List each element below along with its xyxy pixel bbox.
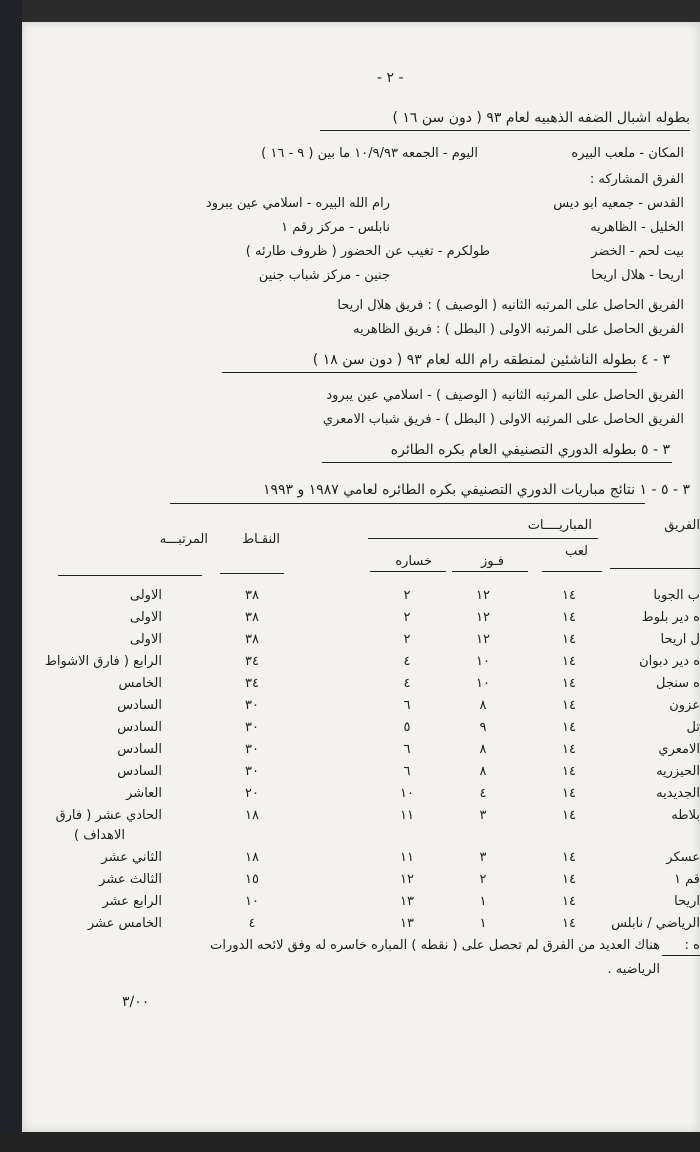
- cell-lost: ٤: [403, 676, 411, 691]
- cell-rank-continuation: الاهداف ): [74, 828, 125, 843]
- youth-second-text: الفريق الحاصل على المرتبه الثانيه ( الوصيف ) - اسلامي عين يبرود: [326, 388, 684, 403]
- team-city-2: نابلس - مركز رقم ١: [281, 220, 390, 235]
- cell-rank: السادس: [117, 720, 162, 735]
- cell-won: ٣: [479, 808, 487, 823]
- section-underline: [320, 130, 690, 131]
- header-matches: المباريــــات: [527, 518, 592, 533]
- section-title-golden: بطوله اشبال الضفه الذهبيه لعام ٩٣ ( دون سن ١٦ ): [392, 110, 690, 126]
- cell-rank: الخامس عشر: [87, 916, 162, 931]
- cell-points: ٢٠: [245, 786, 259, 801]
- cell-played: ١٤: [562, 654, 576, 669]
- cell-rank: الثاني عشر: [101, 850, 162, 865]
- cell-team: قم ١: [674, 872, 700, 887]
- cell-team: الحيزريه: [656, 764, 700, 779]
- section-underline: [222, 372, 637, 373]
- col-underline: [452, 571, 528, 572]
- header-underline: [368, 538, 598, 539]
- document-page: [22, 22, 700, 1132]
- note-line-2: الرياضيه .: [607, 962, 660, 977]
- cell-won: ١: [479, 916, 487, 931]
- cell-lost: ١٠: [400, 786, 414, 801]
- cell-points: ٣٠: [245, 720, 259, 735]
- cell-won: ٩: [479, 720, 487, 735]
- team-city: الخليل - الظاهريه: [590, 220, 684, 235]
- second-place-text: الفريق الحاصل على المرتبه الثانيه ( الوصيف ) : فريق هلال اريحا: [337, 298, 684, 313]
- cell-won: ٢: [479, 872, 487, 887]
- teams-title: الفرق المشاركه :: [589, 172, 684, 187]
- cell-team: ه سنجل: [656, 676, 700, 691]
- cell-points: ٣٠: [245, 698, 259, 713]
- cell-rank: الاولى: [129, 632, 162, 647]
- col-underline: [58, 575, 202, 576]
- header-points: النقـاط: [242, 532, 280, 547]
- cell-played: ١٤: [562, 764, 576, 779]
- cell-points: ٣٨: [245, 588, 259, 603]
- cell-rank: الاولى: [129, 610, 162, 625]
- cell-team: اريحا: [674, 894, 700, 909]
- page-footer: ٣/٠٠: [122, 994, 150, 1010]
- header-lost: خساره: [395, 554, 432, 569]
- cell-points: ١٠: [245, 894, 259, 909]
- cell-lost: ٢: [403, 588, 411, 603]
- cell-played: ١٤: [562, 588, 576, 603]
- header-played: لعب: [565, 544, 588, 559]
- cell-rank: الرابع عشر: [102, 894, 162, 909]
- cell-played: ١٤: [562, 742, 576, 757]
- team-city: اريحا - هلال اريحا: [591, 268, 684, 283]
- col-underline: [542, 571, 602, 572]
- cell-won: ٨: [479, 742, 487, 757]
- section-title-league: ٣ - ٥ بطوله الدوري التصنيفي العام بكره الطائره: [390, 442, 670, 458]
- cell-team: عسكر: [666, 850, 700, 865]
- cell-won: ٨: [479, 764, 487, 779]
- cell-won: ١٢: [476, 632, 490, 647]
- cell-played: ١٤: [562, 720, 576, 735]
- cell-lost: ١٣: [400, 894, 414, 909]
- cell-team: عزون: [669, 698, 700, 713]
- col-underline: [370, 571, 446, 572]
- cell-team: ه دير دبوان: [639, 654, 700, 669]
- note-line-1: هناك العديد من الفرق لم تحصل على ( نقطه ) المباره خاسره له وفق لائحه الدورات: [210, 938, 660, 953]
- cell-rank: السادس: [117, 698, 162, 713]
- note-label: ه :: [684, 938, 700, 953]
- cell-played: ١٤: [562, 786, 576, 801]
- cell-team: ب الجوبا: [653, 588, 700, 603]
- cell-team: ل اريحا: [660, 632, 700, 647]
- team-city-2: رام الله البيره - اسلامي عين يبرود: [205, 196, 390, 211]
- cell-team: ه دير بلوط: [641, 610, 700, 625]
- cell-points: ٣٠: [245, 742, 259, 757]
- cell-rank: العاشر: [126, 786, 162, 801]
- cell-points: ٣٠: [245, 764, 259, 779]
- header-rank: المرتبـــه: [159, 532, 208, 547]
- cell-played: ١٤: [562, 676, 576, 691]
- cell-points: ١٨: [245, 808, 259, 823]
- cell-won: ١٠: [476, 654, 490, 669]
- header-team: الفريق: [664, 518, 700, 533]
- bottom-edge: [0, 1132, 700, 1152]
- cell-rank: الحادي عشر ( فارق: [55, 808, 162, 823]
- cell-points: ١٥: [245, 872, 259, 887]
- cell-team: الجديديه: [656, 786, 700, 801]
- first-place-text: الفريق الحاصل على المرتبه الاولى ( البطل ) : فريق الظاهريه: [353, 322, 684, 337]
- page-number: - ٢ -: [377, 70, 404, 86]
- cell-played: ١٤: [562, 698, 576, 713]
- cell-lost: ١٢: [400, 872, 414, 887]
- binding-spine: [0, 0, 22, 1152]
- cell-played: ١٤: [562, 916, 576, 931]
- cell-rank: الخامس: [118, 676, 162, 691]
- cell-points: ٤: [248, 916, 256, 931]
- cell-rank: السادس: [117, 742, 162, 757]
- cell-points: ٣٤: [245, 654, 259, 669]
- cell-team: بلاطه: [671, 808, 700, 823]
- cell-played: ١٤: [562, 894, 576, 909]
- date-text: اليوم - الجمعه ١٠/٩/٩٣ ما بين ( ٩ - ١٦ ): [261, 146, 478, 161]
- cell-won: ١٢: [476, 588, 490, 603]
- cell-won: ١: [479, 894, 487, 909]
- cell-played: ١٤: [562, 850, 576, 865]
- cell-team: تل: [686, 720, 700, 735]
- section-underline: [170, 503, 645, 504]
- team-city-2: طولكرم - تغيب عن الحضور ( ظروف طارئه ): [245, 244, 490, 259]
- section-underline: [322, 462, 672, 463]
- cell-played: ١٤: [562, 632, 576, 647]
- note-underline: [662, 955, 700, 956]
- section-title-youth: ٣ - ٤ بطوله الناشئين لمنطقه رام الله لعام ٩٣ ( دون سن ١٨ ): [312, 352, 670, 368]
- cell-won: ١٠: [476, 676, 490, 691]
- cell-lost: ٥: [403, 720, 411, 735]
- team-city: القدس - جمعيه ابو ديس: [553, 196, 684, 211]
- cell-won: ٣: [479, 850, 487, 865]
- youth-first-text: الفريق الحاصل على المرتبه الاولى ( البطل ) - فريق شباب الامعري: [322, 412, 684, 427]
- header-won: فـوز: [480, 554, 504, 569]
- cell-won: ٤: [479, 786, 487, 801]
- cell-lost: ٢: [403, 632, 411, 647]
- place-text: المكان - ملعب البيره: [571, 146, 684, 161]
- cell-rank: السادس: [117, 764, 162, 779]
- cell-rank: الثالث عشر: [99, 872, 162, 887]
- cell-lost: ٦: [403, 764, 411, 779]
- cell-rank: الاولى: [129, 588, 162, 603]
- cell-lost: ١١: [400, 808, 414, 823]
- cell-lost: ٤: [403, 654, 411, 669]
- col-underline: [220, 573, 284, 574]
- col-underline: [610, 568, 700, 569]
- cell-played: ١٤: [562, 872, 576, 887]
- cell-lost: ١١: [400, 850, 414, 865]
- team-city-2: جنين - مركز شباب جنين: [258, 268, 390, 283]
- cell-lost: ٦: [403, 698, 411, 713]
- section-title-results: ٣ - ٥ - ١ نتائج مباريات الدوري التصنيفي بكره الطائره لعامي ١٩٨٧ و ١٩٩٣: [262, 482, 690, 498]
- cell-played: ١٤: [562, 808, 576, 823]
- cell-points: ١٨: [245, 850, 259, 865]
- cell-played: ١٤: [562, 610, 576, 625]
- cell-team: الامعري: [658, 742, 700, 757]
- cell-lost: ٢: [403, 610, 411, 625]
- cell-points: ٣٨: [245, 610, 259, 625]
- cell-lost: ١٣: [400, 916, 414, 931]
- cell-team: الرياضي / نابلس: [611, 916, 700, 931]
- team-city: بيت لحم - الخضر: [591, 244, 684, 259]
- cell-points: ٣٤: [245, 676, 259, 691]
- cell-won: ١٢: [476, 610, 490, 625]
- cell-rank: الرابع ( فارق الاشواط: [44, 654, 162, 669]
- cell-lost: ٦: [403, 742, 411, 757]
- cell-won: ٨: [479, 698, 487, 713]
- cell-points: ٣٨: [245, 632, 259, 647]
